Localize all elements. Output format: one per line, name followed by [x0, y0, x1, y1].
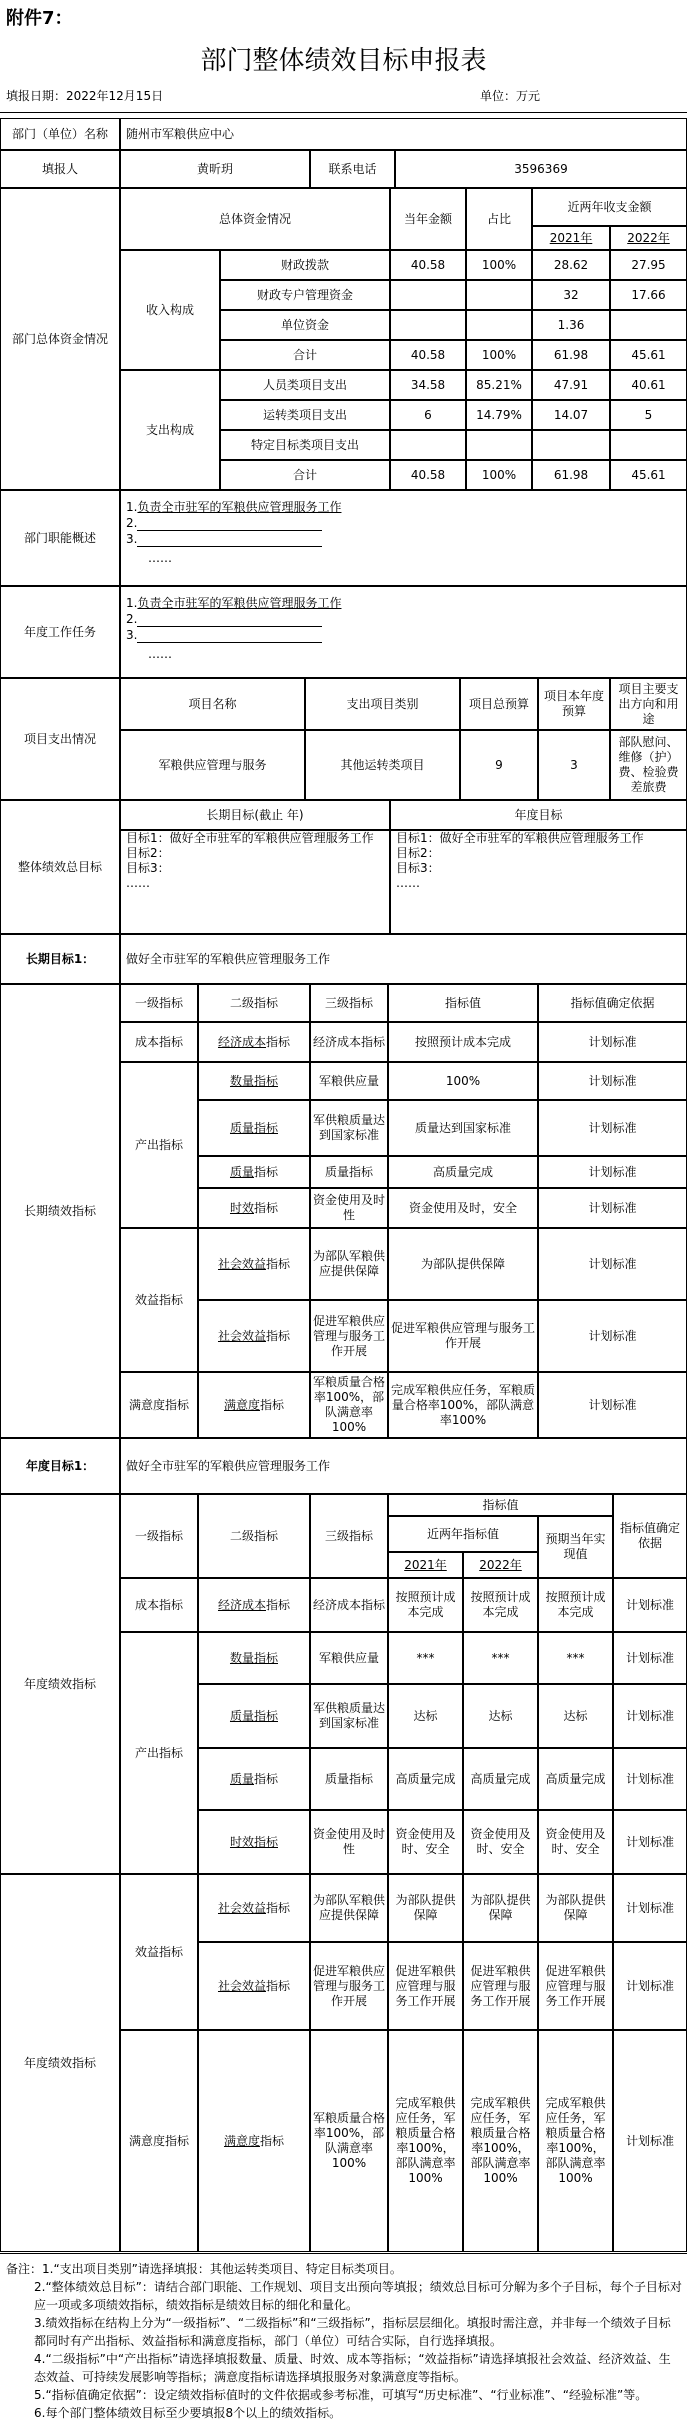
- long-perf-l2-text: 社会效益: [217, 1328, 266, 1343]
- fund-row-label: 特定目标类项目支出: [220, 430, 390, 460]
- year-perf-l2-text: 数量指标: [229, 1650, 278, 1665]
- fund-row-amount: 40.58: [390, 250, 466, 280]
- long-perf-basis: 计划标准: [538, 1062, 687, 1100]
- long-perf-basis: 计划标准: [538, 1372, 687, 1438]
- year-goal-value: 做好全市驻军的军粮供应管理服务工作: [120, 1438, 687, 1494]
- year-perf-expect: 完成军粮供应任务，军粮质量合格率100%，部队满意率100%: [538, 2030, 613, 2252]
- long-perf-effect: 效益指标: [120, 1228, 198, 1372]
- fund-row-ratio: 14.79%: [466, 400, 532, 430]
- year-perf-l2-text: 经济成本: [217, 1597, 266, 1612]
- long-perf-l3: 经济成本指标: [310, 1022, 388, 1062]
- note-line: 4.“二级指标”中“产出指标”请选择填报数量、质量、时效、成本等指标；“效益指标”请选择填报社会效益、经济效益、生态效益、可持续发展影响等指标；满意度指标请选择填报服务对象满意度等指标。: [34, 2352, 671, 2384]
- fund-row-2022: 45.61: [610, 340, 687, 370]
- proj-header-name: 项目名称: [120, 678, 305, 730]
- long-perf-output: 产出指标: [120, 1062, 198, 1228]
- year-perf-basis: 计划标准: [613, 1632, 687, 1684]
- year-perf-basis: 计划标准: [613, 1578, 687, 1632]
- overall-label: 整体绩效总目标: [0, 800, 120, 934]
- dept-label: 部门（单位）名称: [0, 118, 120, 150]
- overall-long-line-4: ……: [126, 876, 150, 890]
- long-perf-l2: [198, 1300, 310, 1372]
- fund-row-2021: [532, 430, 610, 460]
- overall-long-line-2: 目标2：: [126, 846, 170, 860]
- long-perf-l3: 军供粮质量达到国家标准: [310, 1100, 388, 1156]
- year-perf-2022: 按照预计成本完成: [463, 1578, 538, 1632]
- year-perf-2022: 资金使用及时、安全: [463, 1810, 538, 1874]
- reporter-label: 填报人: [0, 150, 120, 188]
- task-num-2: 2.: [126, 612, 138, 626]
- fund-row-2021: 14.07: [532, 400, 610, 430]
- proj-header-type: 支出项目类别: [305, 678, 460, 730]
- fund-row-ratio: 85.21%: [466, 370, 532, 400]
- income-label: 收入构成: [120, 250, 220, 370]
- year-perf-l3: 为部队军粮供应提供保障: [310, 1874, 388, 1942]
- overall-year-line-4: ……: [396, 876, 420, 890]
- long-perf-h4: 指标值: [388, 984, 538, 1022]
- long-perf-l2-text: 时效: [229, 1200, 254, 1215]
- fund-header-amount: 当年金额: [390, 188, 466, 250]
- year-perf-l2: [198, 1632, 310, 1684]
- notes: [6, 2260, 682, 2422]
- year-perf-h-val: 指标值: [388, 1494, 613, 1516]
- long-perf-h1: 一级指标: [120, 984, 198, 1022]
- year-perf-expect: 促进军粮供应管理与服务工作开展: [538, 1942, 613, 2030]
- year-perf-l3: 军供粮质量达到国家标准: [310, 1684, 388, 1748]
- long-perf-label: 长期绩效指标: [0, 984, 120, 1438]
- year-perf-l2-text: 社会效益: [217, 1978, 266, 1993]
- year-perf-effect: 效益指标: [120, 1874, 198, 2030]
- long-perf-l3: 为部队军粮供应提供保障: [310, 1228, 388, 1300]
- note-line: 备注：1.“支出项目类别”请选择填报：其他运转类项目、特定目标类项目。: [6, 2262, 402, 2276]
- fund-header-2021: 2021年: [532, 226, 610, 250]
- year-perf-l2: [198, 1684, 310, 1748]
- dept-value: 随州市军粮供应中心: [120, 118, 687, 150]
- fund-row-ratio: [466, 310, 532, 340]
- overall-year-line-3: 目标3：: [396, 861, 440, 875]
- year-perf-l3: 军粮供应量: [310, 1632, 388, 1684]
- fund-row-2021: 1.36: [532, 310, 610, 340]
- long-perf-basis: 计划标准: [538, 1156, 687, 1188]
- long-perf-l2: [198, 1062, 310, 1100]
- long-perf-basis: 计划标准: [538, 1300, 687, 1372]
- year-perf-2022: 为部队提供保障: [463, 1874, 538, 1942]
- year-perf-satis: 满意度指标: [120, 2030, 198, 2252]
- year-perf-2021: 完成军粮供应任务，军粮质量合格率100%，部队满意率100%: [388, 2030, 463, 2252]
- fill-date: 填报日期：2022年12月15日: [6, 89, 164, 103]
- year-perf-expect: 高质量完成: [538, 1748, 613, 1810]
- year-perf-2021: ***: [388, 1632, 463, 1684]
- proj-total: 9: [460, 730, 538, 800]
- year-perf-2022: 完成军粮供应任务，军粮质量合格率100%，部队满意率100%: [463, 2030, 538, 2252]
- year-perf-l3: 军粮质量合格率100%，部队满意率100%: [310, 2030, 388, 2252]
- long-perf-l3: 军粮质量合格率100%，部队满意率100%: [310, 1372, 388, 1438]
- long-perf-l2: [198, 1100, 310, 1156]
- long-perf-l2: [198, 1372, 310, 1438]
- year-perf-l2: [198, 2030, 310, 2252]
- proj-header-total: 项目总预算: [460, 678, 538, 730]
- year-perf-2022: 高质量完成: [463, 1748, 538, 1810]
- fund-row-ratio: 100%: [466, 460, 532, 490]
- fund-row-ratio: [466, 430, 532, 460]
- year-perf-l2-text: 质量指标: [229, 1708, 278, 1723]
- year-perf-h-expect: 预期当年实现值: [538, 1516, 613, 1578]
- duty-num-1: 1.: [126, 500, 138, 514]
- fund-section-label: 部门总体资金情况: [0, 188, 120, 490]
- year-perf-2021: 达标: [388, 1684, 463, 1748]
- year-perf-basis: 计划标准: [613, 1810, 687, 1874]
- long-perf-value: 资金使用及时，安全: [388, 1188, 538, 1228]
- fund-row-label: 财政专户管理资金: [220, 280, 390, 310]
- long-perf-value: 质量达到国家标准: [388, 1100, 538, 1156]
- task-num-3: 3.: [126, 628, 138, 642]
- year-perf-l3: 质量指标: [310, 1748, 388, 1810]
- long-perf-l2-text: 质量: [229, 1164, 254, 1179]
- fund-row-2022: 27.95: [610, 250, 687, 280]
- fund-row-label: 人员类项目支出: [220, 370, 390, 400]
- fund-row-amount: [390, 430, 466, 460]
- year-perf-l2: [198, 1874, 310, 1942]
- long-perf-basis: 计划标准: [538, 1228, 687, 1300]
- note-line: 6.每个部门整体绩效目标至少要填报8个以上的绩效指标。: [34, 2406, 342, 2420]
- fund-row-amount: 40.58: [390, 460, 466, 490]
- year-perf-output: 产出指标: [120, 1632, 198, 1874]
- attachment-label: 附件7：: [6, 8, 73, 29]
- year-perf-2021: 资金使用及时、安全: [388, 1810, 463, 1874]
- fund-header-overall: 总体资金情况: [120, 188, 390, 250]
- year-perf-h1: 一级指标: [120, 1494, 198, 1578]
- year-perf-expect: 达标: [538, 1684, 613, 1748]
- year-perf-l2-suffix: 指标: [266, 1597, 291, 1612]
- year-perf-l2-suffix: 指标: [266, 1978, 291, 1993]
- overall-long-line-1: 目标1：做好全市驻军的军粮供应管理服务工作: [126, 831, 374, 845]
- long-perf-l2-suffix: 指标: [266, 1328, 291, 1343]
- overall-header-year: 年度目标: [390, 800, 687, 830]
- fund-row-label: 合计: [220, 340, 390, 370]
- note-line: 5.“指标值确定依据”：设定绩效指标值时的文件依据或参考标准，可填写“历史标准”、“行业标准”、“经验标准”等。: [34, 2388, 648, 2402]
- overall-year-content: [390, 830, 687, 934]
- note-line: 3.绩效指标在结构上分为“一级指标”、“二级指标”和“三级指标”，指标层层细化。填报时需注意，并非每一个绩效子目标都同时有产出指标、效益指标和满意度指标，部门（单位）可结合实际，自行选择填报。: [34, 2316, 671, 2348]
- fund-row-2022: [610, 310, 687, 340]
- year-perf-basis: 计划标准: [613, 1748, 687, 1810]
- note-line: 2.“整体绩效总目标”：请结合部门职能、工作规划、项目支出预向等填报；绩效总目标可分解为多个子目标，每个子目标对应一项或多项绩效指标，绩效指标是绩效目标的细化和量化。: [34, 2280, 682, 2312]
- long-perf-h5: 指标值确定依据: [538, 984, 687, 1022]
- year-perf-h-2021: 2021年: [388, 1552, 463, 1578]
- phone-value: 3596369: [395, 150, 687, 188]
- long-perf-l3: 质量指标: [310, 1156, 388, 1188]
- duty-blank-3: [137, 534, 322, 547]
- long-perf-h3: 三级指标: [310, 984, 388, 1022]
- fund-row-ratio: 100%: [466, 340, 532, 370]
- long-perf-l2-text: 满意度: [223, 1397, 260, 1412]
- year-perf-2022: 促进军粮供应管理与服务工作开展: [463, 1942, 538, 2030]
- page-title: 部门整体绩效目标申报表: [200, 46, 487, 76]
- long-perf-value: 完成军粮供应任务，军粮质量合格率100%，部队满意率100%: [388, 1372, 538, 1438]
- fund-row-2021: 32: [532, 280, 610, 310]
- duty-label: 部门职能概述: [0, 490, 120, 586]
- long-perf-value: 按照预计成本完成: [388, 1022, 538, 1062]
- long-perf-l2-suffix: 指标: [254, 1164, 279, 1179]
- overall-year-line-2: 目标2：: [396, 846, 440, 860]
- year-perf-label-1: 年度绩效指标: [0, 1494, 120, 1874]
- year-perf-expect: 按照预计成本完成: [538, 1578, 613, 1632]
- fund-row-ratio: 100%: [466, 250, 532, 280]
- year-perf-l2-suffix: 指标: [254, 1771, 279, 1786]
- fund-row-2021: 28.62: [532, 250, 610, 280]
- year-perf-l2: [198, 1942, 310, 2030]
- long-perf-l2-suffix: 指标: [260, 1397, 285, 1412]
- long-perf-basis: 计划标准: [538, 1188, 687, 1228]
- long-perf-h2: 二级指标: [198, 984, 310, 1022]
- fund-row-2022: 17.66: [610, 280, 687, 310]
- year-perf-l3: 经济成本指标: [310, 1578, 388, 1632]
- fund-row-2021: 47.91: [532, 370, 610, 400]
- year-perf-2021: 为部队提供保障: [388, 1874, 463, 1942]
- year-perf-l2-text: 社会效益: [217, 1900, 266, 1915]
- long-perf-value: 为部队提供保障: [388, 1228, 538, 1300]
- year-perf-expect: 为部队提供保障: [538, 1874, 613, 1942]
- long-perf-l2-text: 经济成本: [217, 1034, 266, 1049]
- year-perf-expect: ***: [538, 1632, 613, 1684]
- fund-header-ratio: 占比: [466, 188, 532, 250]
- duty-num-3: 3.: [126, 532, 138, 546]
- proj-header-dir: 项目主要支出方向和用途: [610, 678, 687, 730]
- year-perf-2022: 达标: [463, 1684, 538, 1748]
- fund-row-label: 合计: [220, 460, 390, 490]
- fund-row-amount: 6: [390, 400, 466, 430]
- long-perf-l2-text: 数量指标: [229, 1073, 278, 1088]
- expense-label: 支出构成: [120, 370, 220, 490]
- long-perf-value: 高质量完成: [388, 1156, 538, 1188]
- fund-row-amount: 40.58: [390, 340, 466, 370]
- long-perf-l2: [198, 1228, 310, 1300]
- duty-num-2: 2.: [126, 516, 138, 530]
- year-perf-2021: 促进军粮供应管理与服务工作开展: [388, 1942, 463, 2030]
- task-num-1: 1.: [126, 596, 138, 610]
- fund-row-ratio: [466, 280, 532, 310]
- year-perf-basis: 计划标准: [613, 1942, 687, 2030]
- proj-name: 军粮供应管理与服务: [120, 730, 305, 800]
- task-blank-2: [137, 614, 322, 627]
- year-perf-cost: 成本指标: [120, 1578, 198, 1632]
- fund-row-amount: [390, 310, 466, 340]
- long-perf-value: 促进军粮供应管理与服务工作开展: [388, 1300, 538, 1372]
- overall-header-long: 长期目标(截止 年): [120, 800, 390, 830]
- long-perf-value: 100%: [388, 1062, 538, 1100]
- year-goal-label: 年度目标1：: [0, 1438, 120, 1494]
- year-perf-l2-text: 满意度: [223, 2133, 260, 2148]
- long-perf-l2-text: 质量指标: [229, 1120, 278, 1135]
- task-item-1: 负责全市驻军的军粮供应管理服务工作: [137, 596, 342, 610]
- task-content: [120, 586, 687, 678]
- fund-row-2022: 40.61: [610, 370, 687, 400]
- fund-row-2022: [610, 430, 687, 460]
- long-perf-l3: 军粮供应量: [310, 1062, 388, 1100]
- proj-year: 3: [538, 730, 610, 800]
- proj-dir: 部队慰问、维修（护）费、检验费差旅费: [610, 730, 687, 800]
- task-label: 年度工作任务: [0, 586, 120, 678]
- year-perf-l2-text: 质量: [229, 1771, 254, 1786]
- duty-blank-2: [137, 518, 322, 531]
- long-perf-l2: [198, 1188, 310, 1228]
- year-perf-basis: 计划标准: [613, 1684, 687, 1748]
- duty-content: [120, 490, 687, 586]
- long-perf-cost: 成本指标: [120, 1022, 198, 1062]
- year-perf-l2-suffix: 指标: [266, 1900, 291, 1915]
- long-goal-value: 做好全市驻军的军粮供应管理服务工作: [120, 934, 687, 984]
- duty-dots: ……: [148, 551, 172, 565]
- fund-row-amount: [390, 280, 466, 310]
- year-perf-l3: 资金使用及时性: [310, 1810, 388, 1874]
- task-blank-3: [137, 630, 322, 643]
- year-perf-l3: 促进军粮供应管理与服务工作开展: [310, 1942, 388, 2030]
- year-perf-l2-suffix: 指标: [260, 2133, 285, 2148]
- long-perf-l3: 资金使用及时性: [310, 1188, 388, 1228]
- fund-row-2022: 45.61: [610, 460, 687, 490]
- proj-label: 项目支出情况: [0, 678, 120, 800]
- long-perf-l2-suffix: 指标: [266, 1034, 291, 1049]
- year-perf-h3: 三级指标: [310, 1494, 388, 1578]
- year-perf-2021: 高质量完成: [388, 1748, 463, 1810]
- long-perf-basis: 计划标准: [538, 1022, 687, 1062]
- year-perf-h-basis: 指标值确定依据: [613, 1494, 687, 1578]
- task-dots: ……: [148, 647, 172, 661]
- phone-label: 联系电话: [310, 150, 395, 188]
- duty-item-1: 负责全市驻军的军粮供应管理服务工作: [137, 500, 342, 514]
- long-perf-l2-suffix: 指标: [254, 1200, 279, 1215]
- overall-long-line-3: 目标3：: [126, 861, 170, 875]
- year-perf-2022: ***: [463, 1632, 538, 1684]
- year-perf-h-recent: 近两年指标值: [388, 1516, 538, 1552]
- year-perf-basis: 计划标准: [613, 2030, 687, 2252]
- fund-row-amount: 34.58: [390, 370, 466, 400]
- long-perf-satis: 满意度指标: [120, 1372, 198, 1438]
- fund-row-label: 财政拨款: [220, 250, 390, 280]
- year-perf-label-2: 年度绩效指标: [0, 1874, 120, 2252]
- fund-row-label: 运转类项目支出: [220, 400, 390, 430]
- overall-year-line-1: 目标1：做好全市驻军的军粮供应管理服务工作: [396, 831, 644, 845]
- year-perf-l2: [198, 1578, 310, 1632]
- year-perf-l2: [198, 1810, 310, 1874]
- fund-row-2022: 5: [610, 400, 687, 430]
- long-perf-l2: [198, 1156, 310, 1188]
- year-perf-h-2022: 2022年: [463, 1552, 538, 1578]
- year-perf-l2: [198, 1748, 310, 1810]
- fund-header-2022: 2022年: [610, 226, 687, 250]
- fund-row-2021: 61.98: [532, 340, 610, 370]
- proj-type: 其他运转类项目: [305, 730, 460, 800]
- year-perf-l2-text: 时效指标: [229, 1834, 278, 1849]
- fund-row-label: 单位资金: [220, 310, 390, 340]
- year-perf-basis: 计划标准: [613, 1874, 687, 1942]
- long-goal-label: 长期目标1：: [0, 934, 120, 984]
- reporter-value: 黄昕玥: [120, 150, 310, 188]
- unit-label: 单位：万元: [480, 89, 541, 103]
- overall-long-content: [120, 830, 390, 934]
- year-perf-expect: 资金使用及时、安全: [538, 1810, 613, 1874]
- long-perf-l2-suffix: 指标: [266, 1256, 291, 1271]
- year-perf-h2: 二级指标: [198, 1494, 310, 1578]
- long-perf-basis: 计划标准: [538, 1100, 687, 1156]
- proj-header-year: 项目本年度预算: [538, 678, 610, 730]
- fund-row-2021: 61.98: [532, 460, 610, 490]
- long-perf-l2-text: 社会效益: [217, 1256, 266, 1271]
- fund-header-recent: 近两年收支金额: [532, 188, 687, 226]
- long-perf-l2: [198, 1022, 310, 1062]
- year-perf-2021: 按照预计成本完成: [388, 1578, 463, 1632]
- long-perf-l3: 促进军粮供应管理与服务工作开展: [310, 1300, 388, 1372]
